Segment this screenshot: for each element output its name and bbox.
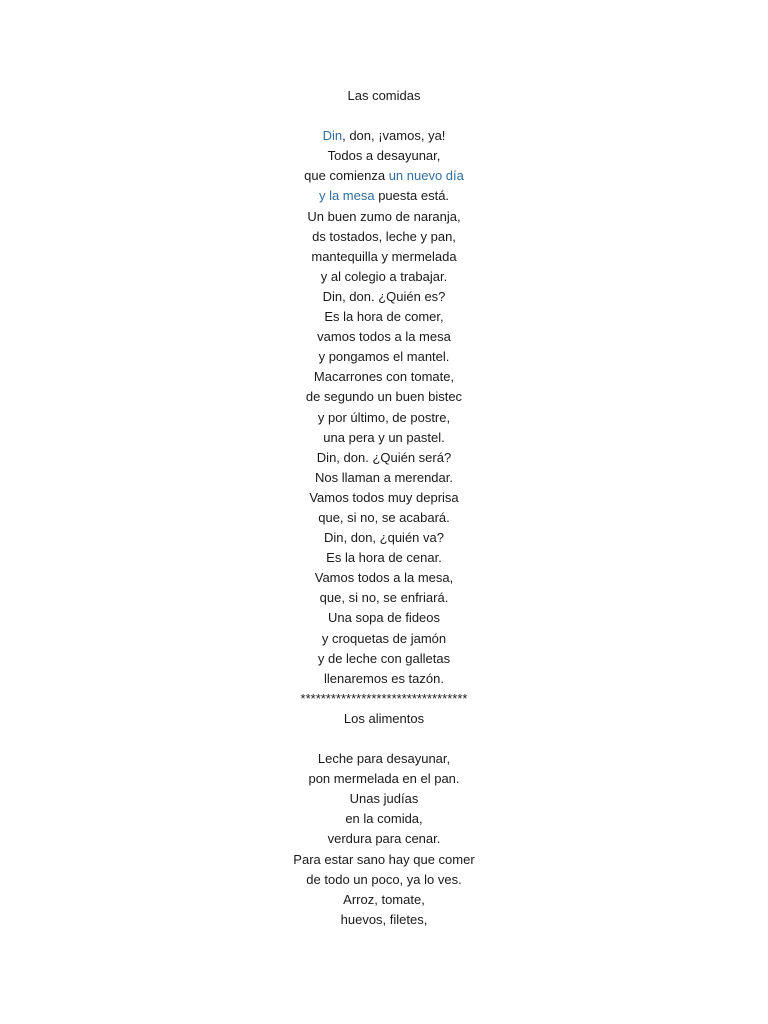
poem-line: y pongamos el mantel. bbox=[318, 349, 450, 365]
poem-line: que, si no, se acabará. bbox=[318, 509, 450, 525]
poem-line bbox=[0, 166, 768, 186]
poem-line: y croquetas de jamón bbox=[321, 630, 447, 646]
poem-line: Es la hora de cenar. bbox=[326, 550, 442, 566]
poem-line: Una sopa de fideos bbox=[327, 610, 441, 626]
poem-line: Arroz, tomate, bbox=[343, 891, 425, 907]
poem-line: que, si no, se enfriará. bbox=[319, 590, 449, 606]
poem-line bbox=[0, 126, 768, 146]
poem-title-los-alimentos: Los alimentos bbox=[343, 710, 425, 726]
poem-line: Nos llaman a merendar. bbox=[314, 469, 453, 485]
line-text: que comienza bbox=[304, 168, 389, 184]
link-un-nuevo-dia[interactable]: un nuevo día bbox=[388, 168, 464, 184]
poem-line: Unas judías bbox=[349, 791, 419, 807]
poem-line: ds tostados, leche y pan, bbox=[312, 228, 456, 244]
poem-line: de todo un poco, ya lo ves. bbox=[306, 871, 462, 887]
poem-line: Din, don. ¿Quién es? bbox=[322, 288, 446, 304]
link-y-la-mesa[interactable]: y la mesa bbox=[318, 188, 375, 204]
blank-line bbox=[0, 729, 768, 749]
poem-line: Vamos todos muy deprisa bbox=[309, 489, 459, 505]
poem-line: Leche para desayunar, bbox=[317, 751, 451, 767]
poem-line: Un buen zumo de naranja, bbox=[307, 208, 461, 224]
poem-line: Para estar sano hay que comer bbox=[293, 851, 475, 867]
poem-line bbox=[0, 186, 768, 206]
poem-line: Din, don. ¿Quién será? bbox=[316, 449, 452, 465]
poem-line: vamos todos a la mesa bbox=[317, 329, 451, 345]
line-text: , don, ¡vamos, ya! bbox=[342, 128, 446, 144]
poem-line: mantequilla y mermelada bbox=[311, 248, 457, 264]
poem-line: y de leche con galletas bbox=[317, 650, 451, 666]
document-page bbox=[0, 86, 768, 930]
separator-line: ********************************* bbox=[300, 690, 468, 706]
link-din[interactable]: Din bbox=[322, 128, 343, 144]
poem-line: pon mermelada en el pan. bbox=[308, 771, 460, 787]
poem-line: llenaremos es tazón. bbox=[324, 670, 444, 686]
poem-title-las-comidas: Las comidas bbox=[347, 88, 421, 103]
poem-line: y al colegio a trabajar. bbox=[320, 268, 448, 284]
line-text: puesta está. bbox=[374, 188, 450, 204]
poem-line: Din, don, ¿quién va? bbox=[324, 530, 444, 546]
poem-line: huevos, filetes, bbox=[340, 911, 428, 927]
blank-line bbox=[0, 106, 768, 126]
poem-line: una pera y un pastel. bbox=[323, 429, 445, 445]
poem-line: Macarrones con tomate, bbox=[313, 369, 455, 385]
poem-line: Es la hora de comer, bbox=[324, 309, 444, 325]
poem-line: Todos a desayunar, bbox=[327, 148, 441, 164]
poem-line: y por último, de postre, bbox=[317, 409, 451, 425]
poem-line: en la comida, bbox=[345, 811, 423, 827]
poem-line: verdura para cenar. bbox=[327, 831, 441, 847]
poem-line: de segundo un buen bistec bbox=[305, 389, 463, 405]
poem-line: Vamos todos a la mesa, bbox=[314, 570, 454, 586]
